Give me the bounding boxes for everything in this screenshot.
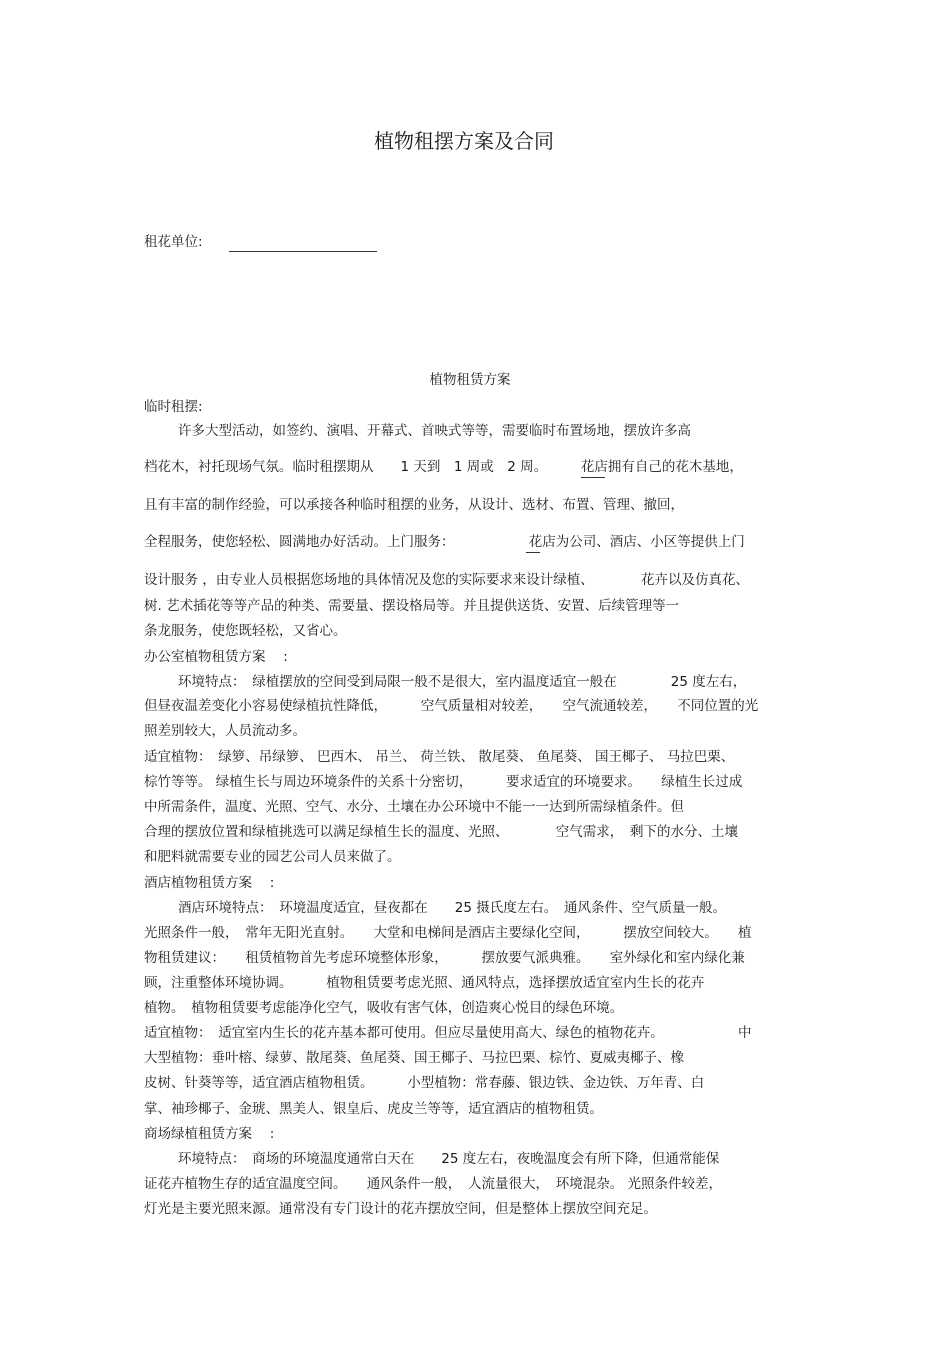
- text-line: 棕竹等等。 绿植生长与周边环境条件的关系十分密切， 要求适宜的环境要求。 绿植生长过成: [144, 774, 743, 790]
- client-label: 租花单位:: [144, 234, 203, 250]
- text-line: 且有丰富的制作经验，可以承接各种临时租摆的业务，从设计、选材、布置、管理、撤回，: [144, 497, 684, 513]
- text-line: 全程服务，使您轻松、圆满地办好活动。上门服务： 花店为公司、酒店、小区等提供上门: [144, 534, 745, 550]
- text-line: 大型植物：垂叶榕、绿萝、散尾葵、鱼尾葵、国王椰子、马拉巴栗、棕竹、夏威夷椰子、橡: [144, 1050, 684, 1066]
- text-line: 和肥料就需要专业的园艺公司人员来做了。: [144, 849, 401, 865]
- text-line: 酒店环境特点： 环境温度适宜，昼夜都在 25 摄氏度左右。 通风条件、空气质量一般。: [178, 900, 726, 916]
- text-line: 办公室植物租赁方案 :: [144, 649, 288, 665]
- text-line: 条龙服务，使您既轻松，又省心。: [144, 623, 347, 639]
- text-line: 顾，注重整体环境协调。 植物租赁要考虑光照、通风特点，选择摆放适宜室内生长的花卉: [144, 975, 705, 991]
- text-line: 掌、袖珍椰子、金琥、黑美人、银皇后、虎皮兰等等，适宜酒店的植物租赁。: [144, 1101, 603, 1117]
- text-line: 设计服务 ，由专业人员根据您场地的具体情况及您的实际要求来设计绿植、 花卉以及仿真花、: [144, 572, 750, 588]
- text-line: 光照条件一般， 常年无阳光直射。 大堂和电梯间是酒店主要绿化空间， 摆放空间较大。 植: [144, 925, 752, 941]
- text-line: 临时租摆:: [144, 399, 203, 415]
- text-line: 证花卉植物生存的适宜温度空间。 通风条件一般， 人流量很大， 环境混杂。 光照条件较差，: [144, 1176, 723, 1192]
- text-line: 皮树、针葵等等，适宜酒店植物租赁。 小型植物：常春藤、银边铁、金边铁、万年青、白: [144, 1075, 705, 1091]
- text-line: 物租赁建议： 租赁植物首先考虑环境整体形象， 摆放要气派典雅。 室外绿化和室内绿化兼: [144, 950, 745, 966]
- blank-line: [581, 477, 605, 478]
- text-line: 适宜植物： 适宜室内生长的花卉基本都可使用。但应尽量使用高大、绿色的植物花卉。 中: [144, 1025, 752, 1041]
- text-line: 但昼夜温差变化小容易使绿植抗性降低， 空气质量相对较差， 空气流通较差， 不同位置的光: [144, 698, 759, 714]
- text-line: 树. 艺术插花等等产品的种类、需要量、摆设格局等。并且提供送货、安置、后续管理等一: [144, 598, 680, 614]
- text-line: 酒店植物租赁方案 :: [144, 875, 275, 891]
- client-blank-line: [229, 251, 377, 252]
- text-line: 植物。 植物租赁要考虑能净化空气，吸收有害气体，创造爽心悦目的绿色环境。: [144, 1000, 624, 1016]
- text-line: 环境特点： 绿植摆放的空间受到局限一般不是很大，室内温度适宜一般在 25 度左右，: [178, 674, 747, 690]
- section-title: 植物租赁方案: [429, 372, 511, 388]
- text-line: 合理的摆放位置和绿植挑选可以满足绿植生长的温度、光照、 空气需求， 剩下的水分、土壤: [144, 824, 738, 840]
- text-line: 商场绿植租赁方案 :: [144, 1126, 275, 1142]
- text-line: 中所需条件，温度、光照、空气、水分、土壤在办公环境中不能一一达到所需绿植条件。但: [144, 799, 684, 815]
- text-line: 灯光是主要光照来源。通常没有专门设计的花卉摆放空间，但是整体上摆放空间充足。: [144, 1201, 657, 1217]
- text-line: 适宜植物： 绿箩、吊绿箩、 巴西木、 吊兰、 荷兰铁、 散尾葵、 鱼尾葵、 国王椰子、 马拉巴栗、: [144, 749, 735, 765]
- text-line: 档花木，衬托现场气氛。临时租摆期从 1 天到 1 周或 2 周。 花店拥有自己的花木基地，: [144, 459, 743, 475]
- document-title: 植物租摆方案及合同: [374, 129, 554, 153]
- text-line: 环境特点： 商场的环境温度通常白天在 25 度左右，夜晚温度会有所下降，但通常能保: [178, 1151, 720, 1167]
- text-line: 许多大型活动，如签约、演唱、开幕式、首映式等等，需要临时布置场地，摆放许多高: [178, 423, 691, 439]
- text-line: 照差别较大，人员流动多。: [144, 723, 306, 739]
- blank-line: [526, 552, 540, 553]
